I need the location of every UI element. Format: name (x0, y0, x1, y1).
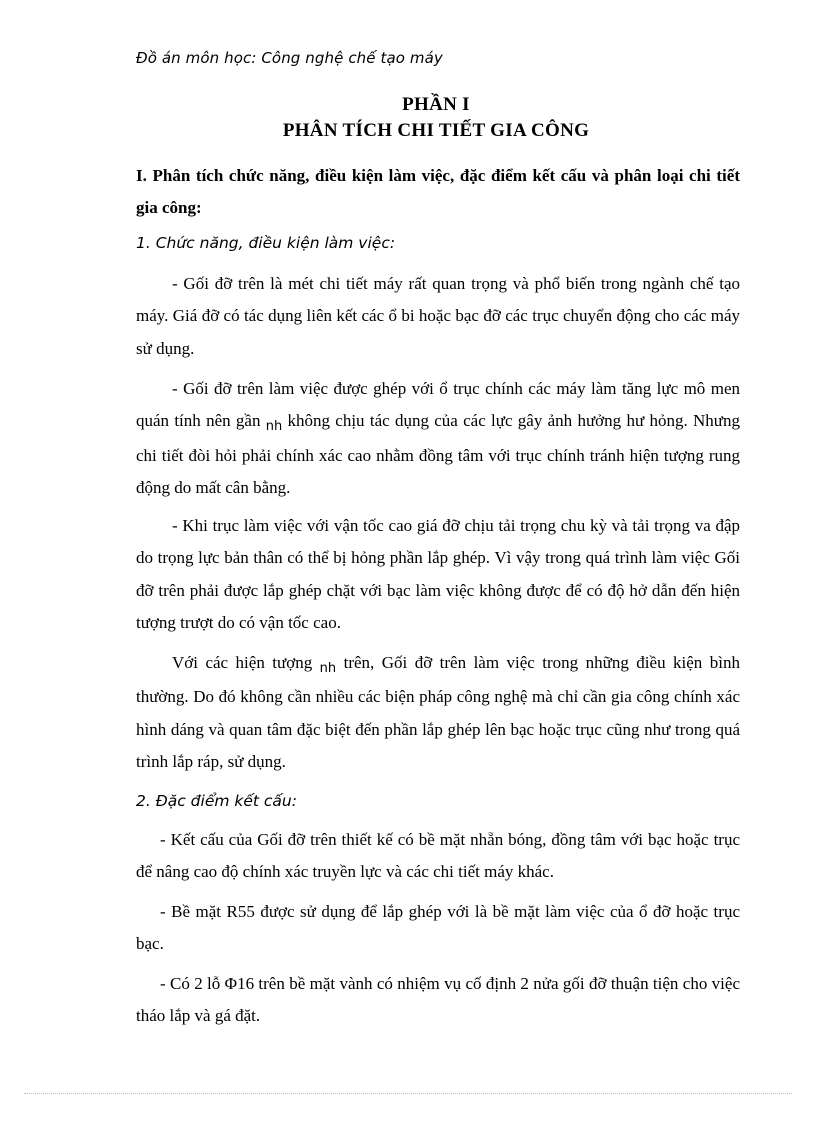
section-heading: I. Phân tích chức năng, điều kiện làm việc, đặc điểm kết cấu và phân loại chi tiết gia công: (136, 166, 740, 217)
part-title: PHẦN I (402, 94, 470, 115)
paragraph-1: - Gối đỡ trên là mét chi tiết máy rất quan trọng và phổ biến trong ngành chế tạo máy. Giá đỡ có tác dụng liên kết các ổ bi hoặc bạc đỡ các trục chuyển động cho các máy sử dụng. (136, 274, 740, 358)
page-header: Đồ án môn học: Công nghệ chế tạo máy (136, 49, 443, 67)
paragraph-2 (136, 373, 740, 504)
paragraph-4 (136, 647, 740, 778)
paragraph-5: - Kết cấu của Gối đỡ trên thiết kế có bề mặt nhẵn bóng, đồng tâm với bạc hoặc trục để nâng cao độ chính xác truyền lực và các chi tiết máy khác. (136, 830, 740, 882)
paragraph-4-small-text: nh (319, 661, 337, 676)
paragraph-4-text-b: trên, Gối đỡ trên làm việc trong những điều kiện bình thường. Do đó không cần nhiều các biện pháp công nghệ mà chỉ cần gia công chính xác hình dáng và quan tâm đặc biệt đến phần lắp ghép lên bạc hoặc trục cũng như trong quá trình lắp ráp, sử dụng. (136, 653, 740, 771)
paragraph-7: - Có 2 lỗ Φ16 trên bề mặt vành có nhiệm vụ cố định 2 nửa gối đỡ thuận tiện cho việc tháo lắp và gá đặt. (136, 974, 740, 1026)
paragraph-2-text-b: không chịu tác dụng của các lực gây ảnh hưởng hư hỏng. Nhưng chi tiết đòi hỏi phải chính xác cao nhằm đồng tâm với trục chính tránh hiện tượng rung động do mất cân bằng. (136, 411, 740, 497)
subheading-structure: 2. Đặc điểm kết cấu: (136, 792, 297, 810)
subheading-function: 1. Chức năng, điều kiện làm việc: (136, 234, 396, 252)
part-subtitle: PHÂN TÍCH CHI TIẾT GIA CÔNG (282, 120, 590, 141)
paragraph-3: - Khi trục làm việc với vận tốc cao giá đỡ chịu tải trọng chu kỳ và tải trọng va đập do trọng lực bản thân có thể bị hỏng phần lắp ghép. Vì vậy trong quá trình làm việc Gối đỡ trên phải được lắp ghép chặt với bạc làm việc không được để có độ hở dẫn đến hiện tượng trượt do có vận tốc cao. (136, 516, 740, 632)
paragraph-2-small-text: nh (265, 419, 283, 435)
paragraph-6: - Bề mặt R55 được sử dụng để lắp ghép với là bề mặt làm việc của ổ đỡ hoặc trục bạc. (136, 902, 740, 954)
footer-divider (24, 1093, 792, 1094)
paragraph-2-text-a: - Gối đỡ trên làm việc được ghép với ổ trục chính các máy làm tăng lực mô men quán tính nên gần (136, 379, 740, 431)
paragraph-4-text-a: Với các hiện tượng (172, 653, 320, 672)
